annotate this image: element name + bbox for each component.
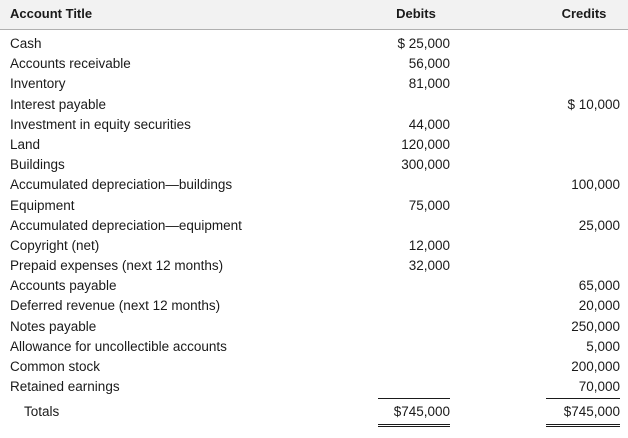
column-header-debits: Debits — [396, 6, 436, 21]
table-row — [0, 276, 628, 296]
table-row — [0, 256, 628, 276]
account-title-cell: Interest payable — [10, 96, 107, 112]
account-title-cell: Deferred revenue (next 12 months) — [10, 298, 221, 314]
account-title-cell: Inventory — [10, 76, 66, 92]
account-title-cell: Accounts receivable — [10, 56, 131, 72]
credit-cell: 100,000 — [571, 177, 620, 193]
debit-cell: 75,000 — [408, 197, 450, 213]
table-row — [0, 196, 628, 216]
table-header — [0, 0, 628, 30]
account-title-cell: Investment in equity securities — [10, 116, 191, 132]
totals-row — [0, 402, 628, 422]
credit-cell: 20,000 — [578, 298, 620, 314]
table-row — [0, 34, 628, 54]
table-row — [0, 357, 628, 377]
debit-total-rule — [378, 398, 450, 399]
account-title-cell: Cash — [10, 36, 42, 51]
account-title-cell: Copyright (net) — [10, 237, 100, 253]
account-title-cell: Common stock — [10, 359, 101, 374]
credit-cell: 250,000 — [571, 318, 620, 334]
debit-cell: 81,000 — [408, 76, 450, 92]
totals-label: Totals — [24, 404, 60, 419]
credit-total-rule — [546, 398, 620, 399]
table-row — [0, 296, 628, 316]
credit-double-underline — [546, 424, 620, 427]
table-row — [0, 54, 628, 74]
account-title-cell: Land — [10, 136, 41, 152]
table-row — [0, 337, 628, 357]
credit-cell: 70,000 — [578, 379, 620, 395]
account-title-cell: Prepaid expenses (next 12 months) — [10, 258, 224, 274]
debit-cell: 12,000 — [408, 237, 450, 253]
column-header-credits: Credits — [561, 6, 607, 21]
debit-cell: $ 25,000 — [397, 36, 450, 51]
debit-cell: 44,000 — [408, 116, 450, 132]
debit-cell: 300,000 — [401, 157, 450, 173]
credit-cell: $ 10,000 — [567, 96, 620, 112]
table-row — [0, 317, 628, 337]
account-title-cell: Accumulated depreciation—buildings — [10, 177, 233, 193]
credit-cell: 200,000 — [571, 359, 620, 374]
table-row — [0, 216, 628, 236]
table-row — [0, 95, 628, 115]
table-row — [0, 377, 628, 397]
credit-cell: 65,000 — [578, 278, 620, 294]
table-row — [0, 155, 628, 175]
debit-cell: 56,000 — [408, 56, 450, 72]
debit-cell: 120,000 — [401, 136, 450, 152]
totals-debit: $745,000 — [393, 404, 450, 419]
credit-cell: 25,000 — [578, 217, 620, 233]
account-title-cell: Buildings — [10, 157, 65, 173]
table-row — [0, 135, 628, 155]
account-title-cell: Accounts payable — [10, 278, 117, 294]
table-row — [0, 236, 628, 256]
table-row — [0, 115, 628, 135]
column-header-account-title: Account Title — [10, 6, 93, 21]
account-title-cell: Notes payable — [10, 318, 97, 334]
debit-cell: 32,000 — [408, 258, 450, 274]
account-title-cell: Equipment — [10, 197, 75, 213]
table-row — [0, 74, 628, 94]
account-title-cell: Allowance for uncollectible accounts — [10, 338, 227, 354]
debit-double-underline — [378, 424, 450, 427]
totals-credit: $745,000 — [563, 404, 620, 419]
account-title-cell: Retained earnings — [10, 379, 120, 395]
trial-balance-rows — [0, 34, 628, 397]
credit-cell: 5,000 — [586, 338, 620, 354]
table-row — [0, 175, 628, 195]
account-title-cell: Accumulated depreciation—equipment — [10, 217, 242, 233]
